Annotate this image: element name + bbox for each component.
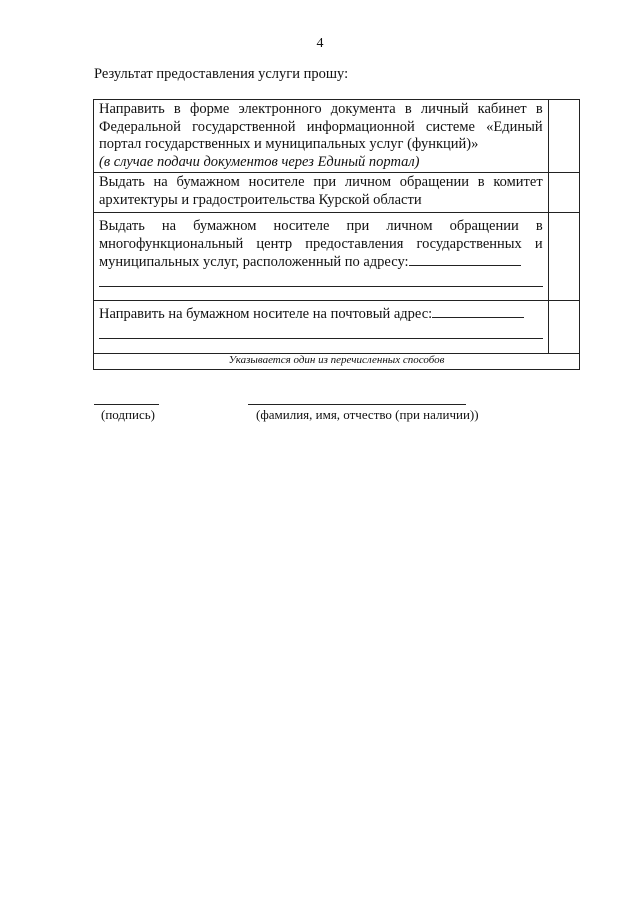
- option-mfc-line-2: многофункциональный центр предоставления государственных и: [99, 235, 543, 252]
- option-row-electronic: [94, 100, 580, 173]
- footer-note-row: [94, 354, 580, 370]
- option-electronic-checkbox[interactable]: [548, 100, 579, 173]
- page-number: 4: [316, 36, 324, 51]
- full-name-label: (фамилия, имя, отчество (при наличии)): [256, 407, 479, 422]
- signature-label: (подпись): [101, 407, 155, 422]
- option-electronic-line-2: Федеральной государственной информационной системе «Единый: [99, 118, 543, 135]
- option-mfc-text: [94, 213, 549, 301]
- option-mfc-line-1: Выдать на бумажном носителе при личном обращении в: [99, 218, 543, 234]
- option-post-line: [99, 305, 543, 324]
- option-post-checkbox[interactable]: [548, 301, 579, 354]
- option-row-mfc: [94, 213, 580, 301]
- option-mfc-line-3: [99, 253, 543, 272]
- option-row-committee: [94, 173, 580, 213]
- mfc-address-blank-line[interactable]: [99, 272, 543, 287]
- footer-note: Указывается один из перечисленных способов: [94, 354, 580, 370]
- post-address-blank-line[interactable]: [99, 324, 543, 339]
- option-electronic-line-1: Направить в форме электронного документа в личный кабинет в: [99, 101, 543, 117]
- option-committee-line-2: архитектуры и градостроительства Курской области: [99, 191, 422, 208]
- option-post-label: Направить на бумажном носителе на почтовый адрес:: [99, 306, 433, 322]
- option-electronic-line-3: портал государственных и муниципальных услуг (функций)»: [99, 136, 479, 152]
- full-name-line[interactable]: [248, 404, 466, 405]
- option-row-post: [94, 301, 580, 354]
- option-committee-checkbox[interactable]: [548, 173, 579, 213]
- post-address-blank[interactable]: [432, 305, 524, 318]
- option-committee-line-1: Выдать на бумажном носителе при личном обращении в комитет: [99, 174, 543, 190]
- delivery-options-table: [93, 99, 580, 370]
- option-electronic-note: (в случае подачи документов через Единый портал): [99, 153, 420, 170]
- option-post-text: [94, 301, 549, 354]
- option-mfc-checkbox[interactable]: [548, 213, 579, 301]
- option-committee-text: [94, 173, 549, 213]
- option-electronic-text: [94, 100, 549, 173]
- intro-text: Результат предоставления услуги прошу:: [94, 66, 349, 82]
- option-mfc-address-label: муниципальных услуг, расположенный по адресу:: [99, 254, 409, 270]
- mfc-address-blank[interactable]: [409, 253, 521, 266]
- signature-line[interactable]: [94, 404, 159, 405]
